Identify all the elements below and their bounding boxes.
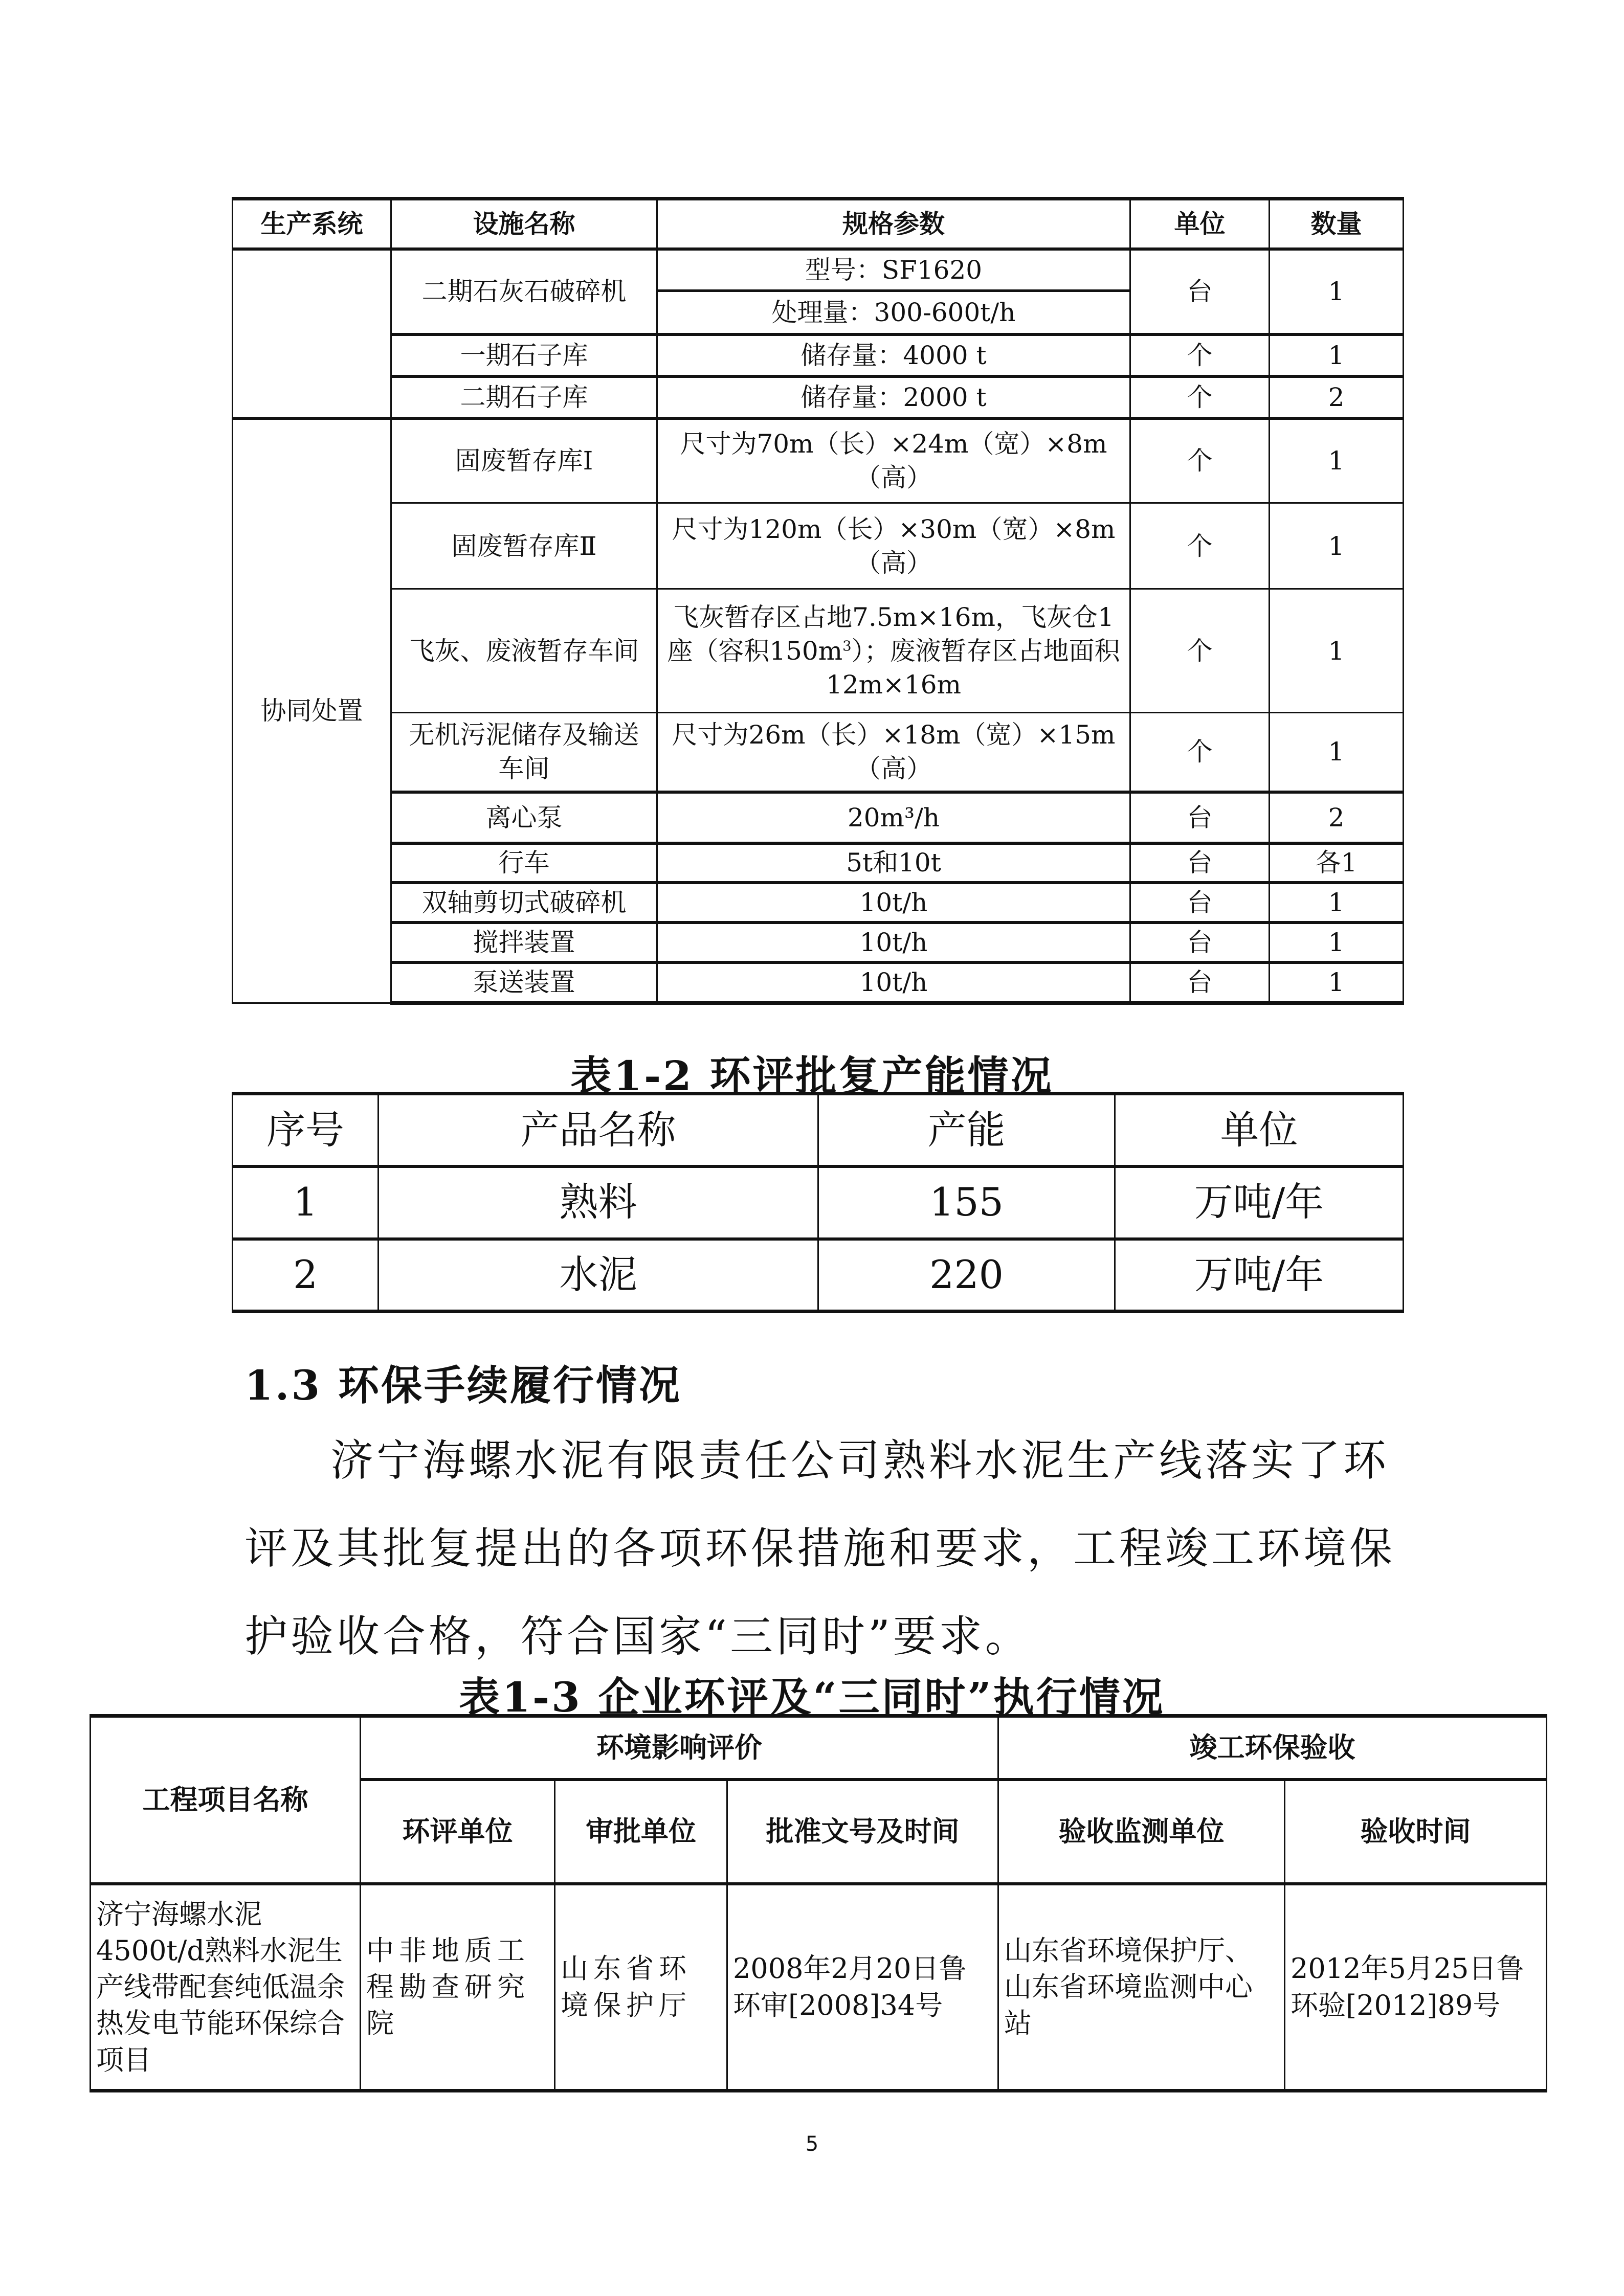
table-row bbox=[233, 503, 1404, 589]
table-row bbox=[233, 962, 1404, 1003]
capacity-cell: 220 bbox=[818, 1239, 1115, 1312]
table-row bbox=[233, 589, 1404, 713]
qty-cell: 1 bbox=[1270, 503, 1404, 589]
facility-name: 固废暂存库Ⅰ bbox=[391, 418, 657, 503]
header-product-name: 产品名称 bbox=[379, 1094, 818, 1166]
unit-cell: 万吨/年 bbox=[1115, 1166, 1404, 1239]
facility-name: 飞灰、废液暂存车间 bbox=[391, 589, 657, 713]
spec-cell: 10t/h bbox=[657, 962, 1130, 1003]
unit-cell: 台 bbox=[1130, 249, 1270, 334]
unit-cell: 个 bbox=[1130, 713, 1270, 792]
header-acceptance-unit: 验收监测单位 bbox=[998, 1780, 1285, 1884]
header-acceptance-time: 验收时间 bbox=[1285, 1780, 1547, 1884]
table-row bbox=[233, 843, 1404, 883]
spec-text: 飞灰暂存区占地7.5m×16m，飞灰仓1座（容积150m bbox=[667, 602, 1114, 666]
product-cell: 熟料 bbox=[379, 1166, 818, 1239]
spec-cell: 尺寸为70m（长）×24m（宽）×8m（高） bbox=[657, 418, 1130, 503]
spec-cell: 10t/h bbox=[657, 883, 1130, 922]
header-unit: 单位 bbox=[1130, 199, 1270, 249]
table-row bbox=[233, 713, 1404, 792]
table-row bbox=[233, 418, 1404, 503]
spec-cell: 10t/h bbox=[657, 922, 1130, 962]
index-cell: 1 bbox=[233, 1166, 379, 1239]
project-cell: 济宁海螺水泥4500t/d熟料水泥生产线带配套纯低温余热发电节能环保综合项目 bbox=[91, 1884, 361, 2091]
unit-cell: 个 bbox=[1130, 589, 1270, 713]
approval-doc-cell: 2008年2月20日鲁环审[2008]34号 bbox=[727, 1884, 998, 2091]
facility-name: 搅拌装置 bbox=[391, 922, 657, 962]
unit-cell: 台 bbox=[1130, 922, 1270, 962]
system-cell: 协同处置 bbox=[233, 418, 391, 1003]
table-row bbox=[233, 883, 1404, 922]
spec-cell: 5t和10t bbox=[657, 843, 1130, 883]
header-capacity: 产能 bbox=[818, 1094, 1115, 1166]
spec-cell: 尺寸为120m（长）×30m（宽）×8m（高） bbox=[657, 503, 1130, 589]
unit-cell: 个 bbox=[1130, 503, 1270, 589]
table-row bbox=[233, 334, 1404, 376]
table-row bbox=[91, 1884, 1547, 2091]
section-paragraph: 济宁海螺水泥有限责任公司熟料水泥生产线落实了环评及其批复提出的各项环保措施和要求，工程竣工环境保护验收合格，符合国家“三同时”要求。 bbox=[244, 1435, 1396, 1661]
spec-cell: 20m³/h bbox=[657, 792, 1130, 843]
qty-cell: 2 bbox=[1270, 376, 1404, 418]
table-row bbox=[233, 376, 1404, 418]
approval-unit-cell: 山东省环境保护厅 bbox=[555, 1884, 727, 2091]
page-number: 5 bbox=[805, 2132, 819, 2156]
eia-unit-cell: 中非地质工程勘查研究院 bbox=[361, 1884, 555, 2091]
header-quantity: 数量 bbox=[1270, 199, 1404, 249]
eia-table bbox=[90, 1714, 1547, 2092]
qty-cell: 1 bbox=[1270, 962, 1404, 1003]
facility-name: 双轴剪切式破碎机 bbox=[391, 883, 657, 922]
spec-cell: 型号：SF1620 bbox=[657, 249, 1130, 291]
spec-cell: 储存量：2000 t bbox=[657, 376, 1130, 418]
table-row bbox=[233, 922, 1404, 962]
spec-cell: 处理量：300-600t/h bbox=[657, 291, 1130, 334]
facility-name: 二期石子库 bbox=[391, 376, 657, 418]
acceptance-time-cell: 2012年5月25日鲁环验[2012]89号 bbox=[1285, 1884, 1547, 2091]
unit-cell: 万吨/年 bbox=[1115, 1239, 1404, 1312]
header-production-system: 生产系统 bbox=[233, 199, 391, 249]
unit-cell: 台 bbox=[1130, 843, 1270, 883]
header-eia-unit: 环评单位 bbox=[361, 1780, 555, 1884]
qty-cell: 1 bbox=[1270, 922, 1404, 962]
spec-cell: 尺寸为26m（长）×18m（宽）×15m（高） bbox=[657, 713, 1130, 792]
qty-cell: 1 bbox=[1270, 334, 1404, 376]
table-row bbox=[233, 1239, 1404, 1312]
system-cell bbox=[233, 249, 391, 418]
facility-name: 一期石子库 bbox=[391, 334, 657, 376]
facility-name: 行车 bbox=[391, 843, 657, 883]
table-1-2-caption: 表1-2 环评批复产能情况 bbox=[570, 1052, 1054, 1100]
facility-name: 泵送装置 bbox=[391, 962, 657, 1003]
header-facility-name: 设施名称 bbox=[391, 199, 657, 249]
unit-cell: 个 bbox=[1130, 376, 1270, 418]
capacity-table bbox=[232, 1092, 1404, 1313]
header-project-name: 工程项目名称 bbox=[91, 1716, 361, 1884]
qty-cell: 1 bbox=[1270, 883, 1404, 922]
table-1-3-caption: 表1-3 企业环评及“三同时”执行情况 bbox=[459, 1673, 1165, 1721]
header-acceptance-group: 竣工环保验收 bbox=[998, 1716, 1547, 1780]
qty-cell: 1 bbox=[1270, 249, 1404, 334]
superscript: 3 bbox=[842, 637, 852, 654]
unit-cell: 个 bbox=[1130, 418, 1270, 503]
header-approval-doc: 批准文号及时间 bbox=[727, 1780, 998, 1884]
product-cell: 水泥 bbox=[379, 1239, 818, 1312]
qty-cell: 1 bbox=[1270, 713, 1404, 792]
unit-cell: 台 bbox=[1130, 792, 1270, 843]
header-index: 序号 bbox=[233, 1094, 379, 1166]
qty-cell: 各1 bbox=[1270, 843, 1404, 883]
unit-cell: 台 bbox=[1130, 883, 1270, 922]
qty-cell: 2 bbox=[1270, 792, 1404, 843]
spec-cell: 储存量：4000 t bbox=[657, 334, 1130, 376]
facility-table bbox=[232, 197, 1404, 1005]
table-row bbox=[233, 792, 1404, 843]
table-row bbox=[233, 1166, 1404, 1239]
header-specifications: 规格参数 bbox=[657, 199, 1130, 249]
facility-name: 离心泵 bbox=[391, 792, 657, 843]
spec-cell bbox=[657, 589, 1130, 713]
spec-text: ）；废液暂存区占地面积12m×16m bbox=[826, 636, 1120, 700]
header-eia-group: 环境影响评价 bbox=[361, 1716, 998, 1780]
header-approval-unit: 审批单位 bbox=[555, 1780, 727, 1884]
unit-cell: 台 bbox=[1130, 962, 1270, 1003]
index-cell: 2 bbox=[233, 1239, 379, 1312]
table-row bbox=[233, 249, 1404, 291]
unit-cell: 个 bbox=[1130, 334, 1270, 376]
acceptance-unit-cell: 山东省环境保护厅、山东省环境监测中心站 bbox=[998, 1884, 1285, 2091]
facility-name: 无机污泥储存及输送车间 bbox=[391, 713, 657, 792]
section-heading: 1.3 环保手续履行情况 bbox=[244, 1361, 682, 1409]
header-unit: 单位 bbox=[1115, 1094, 1404, 1166]
qty-cell: 1 bbox=[1270, 418, 1404, 503]
qty-cell: 1 bbox=[1270, 589, 1404, 713]
facility-name: 二期石灰石破碎机 bbox=[391, 249, 657, 334]
facility-name: 固废暂存库Ⅱ bbox=[391, 503, 657, 589]
capacity-cell: 155 bbox=[818, 1166, 1115, 1239]
